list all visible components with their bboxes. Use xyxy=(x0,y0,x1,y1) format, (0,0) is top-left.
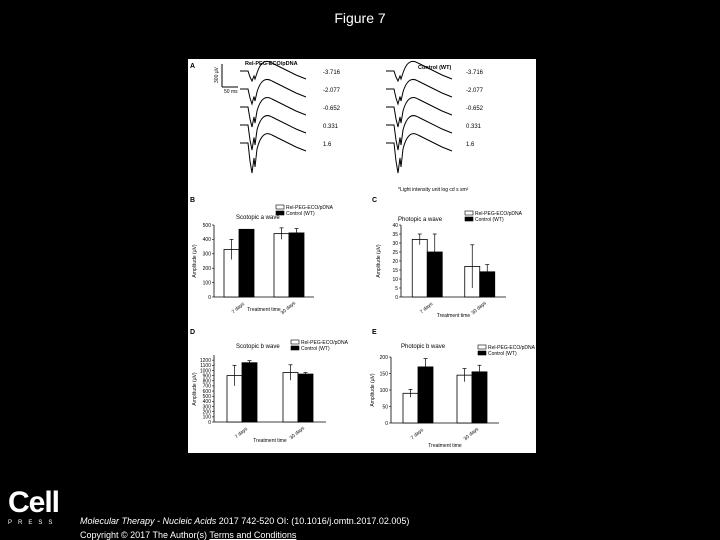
logo-wordmark: Cell xyxy=(8,486,60,519)
legend-label: Rel-PEG-ECO/pDNA xyxy=(301,340,348,346)
x-tick-label: 7 days xyxy=(409,427,425,442)
erg-trace xyxy=(386,79,452,104)
y-tick-label: 1200 xyxy=(199,357,211,364)
y-tick-label: 100 xyxy=(202,280,211,287)
chart-photopic-a-wave xyxy=(372,197,523,319)
chart-title: Photopic b wave xyxy=(401,344,446,350)
y-tick-label: 600 xyxy=(202,388,211,395)
slide-title: Figure 7 xyxy=(334,10,386,26)
chart-scotopic-a-wave xyxy=(190,197,334,316)
bar xyxy=(403,393,418,423)
bar xyxy=(412,239,427,297)
y-tick-label: 200 xyxy=(379,354,388,361)
intensity-label: -3.716 xyxy=(466,70,484,76)
logo-subtitle: PRESS xyxy=(8,520,59,526)
y-tick-label: 25 xyxy=(392,249,398,256)
y-tick-label: 400 xyxy=(202,399,211,406)
scale-x-label: 50 ms xyxy=(224,89,238,95)
journal-name: Molecular Therapy - Nucleic Acids xyxy=(80,516,217,526)
y-axis-label: Amplitude (µV) xyxy=(192,244,198,278)
bar xyxy=(418,367,433,423)
chart-title: Scotopic a wave xyxy=(236,215,280,221)
y-tick-label: 300 xyxy=(202,251,211,258)
legend-swatch xyxy=(276,211,284,215)
panel-letter: C xyxy=(372,197,378,204)
right-intensity-labels xyxy=(466,70,484,148)
x-tick-label: 7 days xyxy=(233,426,249,441)
intensity-label: -3.716 xyxy=(323,70,341,76)
erg-trace xyxy=(386,98,452,128)
legend-swatch xyxy=(465,217,473,221)
x-tick-label: 7 days xyxy=(230,301,246,316)
y-tick-label: 400 xyxy=(202,237,211,244)
legend-label: Rel-PEG-ECO/pDNA xyxy=(286,205,333,211)
bar xyxy=(289,233,304,297)
bar xyxy=(457,375,472,423)
legend-label: Control (WT) xyxy=(475,217,504,223)
erg-trace xyxy=(240,98,306,128)
panel-a xyxy=(190,61,484,193)
panel-letter: D xyxy=(190,329,196,336)
legend-swatch xyxy=(465,211,473,215)
legend-label: Control (WT) xyxy=(488,351,517,357)
bar xyxy=(298,374,313,422)
bar xyxy=(239,229,254,297)
panel-letter: B xyxy=(190,197,196,204)
x-axis-label: Treatment time xyxy=(247,307,281,313)
bar xyxy=(274,234,289,297)
y-tick-label: 20 xyxy=(392,258,398,265)
intensity-label: -2.077 xyxy=(466,88,484,94)
y-tick-label: 1000 xyxy=(199,368,211,375)
legend-swatch xyxy=(291,346,299,350)
citation-line xyxy=(80,516,409,526)
y-tick-label: 700 xyxy=(202,383,211,390)
bar xyxy=(242,363,257,422)
y-axis-label: Amplitude (µV) xyxy=(192,372,198,406)
y-tick-label: 500 xyxy=(202,394,211,401)
intensity-label: -2.077 xyxy=(323,88,341,94)
legend-swatch xyxy=(276,205,284,209)
x-tick-label: 30 days xyxy=(279,300,297,317)
bar xyxy=(472,372,487,423)
legend-swatch xyxy=(291,340,299,344)
light-intensity-footnote: *Light intensity unit log cd s sm² xyxy=(398,187,469,193)
panel-a-letter: A xyxy=(190,63,196,70)
copyright-line xyxy=(80,530,296,540)
panel-letter: E xyxy=(372,329,377,336)
legend-swatch xyxy=(478,345,486,349)
x-axis-label: Treatment time xyxy=(428,443,462,449)
intensity-label: -0.652 xyxy=(323,106,341,112)
copyright-text: Copyright © 2017 The Author(s) xyxy=(80,530,210,540)
y-tick-label: 200 xyxy=(202,409,211,416)
legend-label: Rel-PEG-ECO/pDNA xyxy=(488,345,535,351)
y-tick-label: 800 xyxy=(202,378,211,385)
y-tick-label: 15 xyxy=(392,267,398,274)
y-tick-label: 500 xyxy=(202,222,211,229)
intensity-label: -0.652 xyxy=(466,106,484,112)
x-tick-label: 30 days xyxy=(470,300,488,317)
erg-trace xyxy=(240,116,306,150)
y-tick-label: 200 xyxy=(202,266,211,272)
intensity-label: 1.6 xyxy=(466,142,475,148)
y-axis-label: Amplitude (µV) xyxy=(370,373,376,407)
y-tick-label: 0 xyxy=(395,294,398,301)
intensity-label: 1.6 xyxy=(323,142,332,148)
right-trace-title: Control (WT) xyxy=(418,65,452,71)
x-tick-label: 30 days xyxy=(462,426,480,443)
figure-panel xyxy=(188,59,536,453)
left-trace-title: Rel-PEG-ECO/pDNA xyxy=(245,61,298,67)
y-tick-label: 30 xyxy=(392,240,398,247)
chart-title: Photopic a wave xyxy=(398,217,443,223)
y-tick-label: 0 xyxy=(208,294,211,301)
figure-canvas xyxy=(188,59,536,453)
y-tick-label: 35 xyxy=(392,231,398,238)
y-axis-label: Amplitude (µV) xyxy=(376,244,382,278)
y-tick-label: 50 xyxy=(382,404,388,411)
y-tick-label: 100 xyxy=(379,387,388,394)
chart-title: Scotopic b wave xyxy=(236,344,280,350)
erg-trace xyxy=(386,116,452,150)
x-axis-label: Treatment time xyxy=(436,313,471,319)
legend-swatch xyxy=(478,351,486,355)
scale-y-label: 300 µV xyxy=(214,67,220,83)
y-tick-label: 300 xyxy=(202,404,211,411)
y-tick-label: 10 xyxy=(392,276,398,283)
x-tick-label: 30 days xyxy=(288,425,306,442)
y-tick-label: 0 xyxy=(208,419,211,426)
cell-press-logo xyxy=(8,488,59,526)
right-erg-traces xyxy=(386,61,452,173)
x-tick-label: 7 days xyxy=(419,301,435,316)
legend-label: Control (WT) xyxy=(301,346,330,352)
y-tick-label: 0 xyxy=(385,420,388,427)
terms-link[interactable]: Terms and Conditions xyxy=(209,530,297,540)
legend-label: Rel-PEG-ECO/pDNA xyxy=(475,211,522,217)
left-erg-traces xyxy=(240,61,306,173)
y-tick-label: 40 xyxy=(392,222,398,229)
chart-scotopic-b-wave xyxy=(190,329,349,444)
y-tick-label: 5 xyxy=(395,285,398,292)
intensity-label: 0.331 xyxy=(466,124,482,130)
y-tick-label: 900 xyxy=(202,373,211,380)
erg-trace xyxy=(240,79,306,104)
intensity-label: 0.331 xyxy=(323,124,339,130)
legend-label: Control (WT) xyxy=(286,211,315,217)
left-intensity-labels xyxy=(323,70,341,148)
y-tick-label: 100 xyxy=(202,414,211,421)
x-axis-label: Treatment time xyxy=(253,438,287,444)
y-tick-label: 150 xyxy=(379,371,388,378)
chart-photopic-b-wave xyxy=(370,329,536,449)
y-tick-label: 1100 xyxy=(200,363,211,370)
citation-details: 2017 742-520 OI: (10.1016/j.omtn.2017.02.005) xyxy=(216,516,410,526)
